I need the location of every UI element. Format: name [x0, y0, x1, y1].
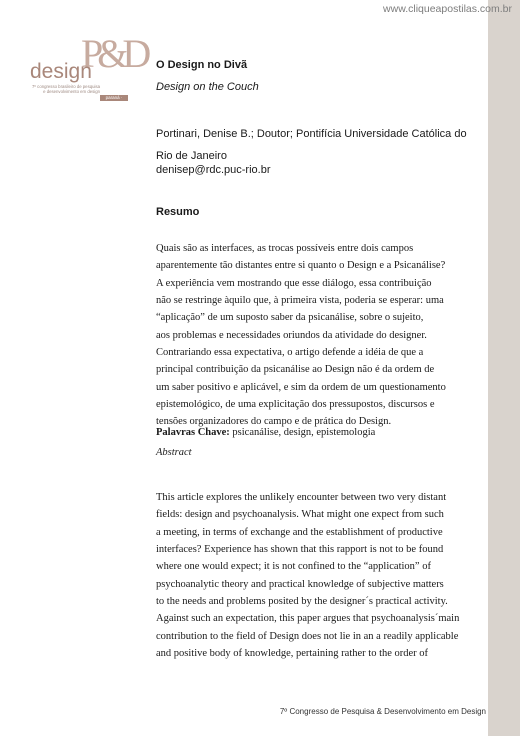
resumo-line: A experiência vem mostrando que esse diálogo, essa contribuição [156, 277, 432, 289]
abstract-line: where one would expect; it is not confined to the “application” of [156, 561, 431, 573]
abstract-line: contribution to the field of Design does not lie in an a readily applicable [156, 630, 459, 642]
resumo-line: um saber positivo e aplicável, e sim da ordem de um questionamento [156, 381, 446, 393]
resumo-line: principal contribuição da psicanálise ao Design não é da ordem de [156, 364, 435, 376]
logo-word: design [30, 60, 92, 83]
logo-subtitle: 7º congresso brasileiro de pesquisa e desenvolvimento em design [32, 84, 100, 95]
paper-title: O Design no Divã [156, 59, 248, 71]
abstract-line: Against such an expectation, this paper argues that psychoanalysis´main [156, 613, 460, 625]
abstract-line: to the needs and problems posited by the designer´s practical activity. [156, 596, 448, 608]
abstract-line: interfaces? Experience has shown that this rapport is not to be found [156, 544, 444, 556]
paper-subtitle: Design on the Couch [156, 81, 259, 93]
logo-mark: P&D [81, 31, 146, 76]
resumo-line: aparentemente tão distantes entre si quanto o Design e a Psicanálise? [156, 260, 446, 272]
page-footer: 7º Congresso de Pesquisa & Desenvolvimento em Design [279, 707, 486, 716]
resumo-paragraph [156, 240, 456, 431]
conference-logo [30, 31, 146, 108]
abstract-line: psychoanalytic theory and practical knowledge of subjective matters [156, 578, 444, 590]
resumo-line: Contrariando essa expectativa, o artigo defende a idéia de que a [156, 347, 424, 359]
resumo-heading: Resumo [156, 206, 200, 218]
abstract-line: and positive body of knowledge, pertaining rather to the order of [156, 648, 429, 660]
keywords-label: Palavras Chave: [156, 427, 230, 438]
abstract-paragraph [156, 489, 460, 662]
author-email: denisep@rdc.puc-rio.br [156, 164, 271, 176]
watermark-url: www.cliqueapostilas.com.br [383, 3, 512, 15]
page-side-band [488, 0, 520, 736]
logo-badge: paraná · 2006 [100, 95, 128, 101]
resumo-line: “aplicação” de um suposto saber da psicanálise, sobre o sujeito, [156, 312, 424, 324]
keywords-text: psicanálise, design, epistemologia [229, 427, 376, 438]
resumo-line: epistemológico, de uma explicitação dos pressupostos, discursos e [156, 399, 435, 411]
abstract-line: a meeting, in terms of exchange and the establishment of productive [156, 526, 443, 538]
abstract-line: This article explores the unlikely encounter between two very distant [156, 492, 447, 503]
author-affiliation: Portinari, Denise B.; Doutor; Pontifícia Universidade Católica do Rio de Janeiro [156, 128, 467, 162]
resumo-line: não se restringe àquilo que, à primeira vista, poderia se esperar: uma [156, 295, 444, 307]
abstract-heading: Abstract [156, 447, 192, 458]
abstract-line: fields: design and psychoanalysis. What might one expect from such [156, 509, 444, 521]
resumo-line: Quais são as interfaces, as trocas possíveis entre dois campos [156, 243, 414, 254]
resumo-line: tensões organizadores do campo e de prática do Design. [156, 416, 392, 428]
resumo-line: aos problemas e necessidades oriundos da atividade do designer. [156, 329, 427, 341]
keywords [156, 427, 375, 438]
